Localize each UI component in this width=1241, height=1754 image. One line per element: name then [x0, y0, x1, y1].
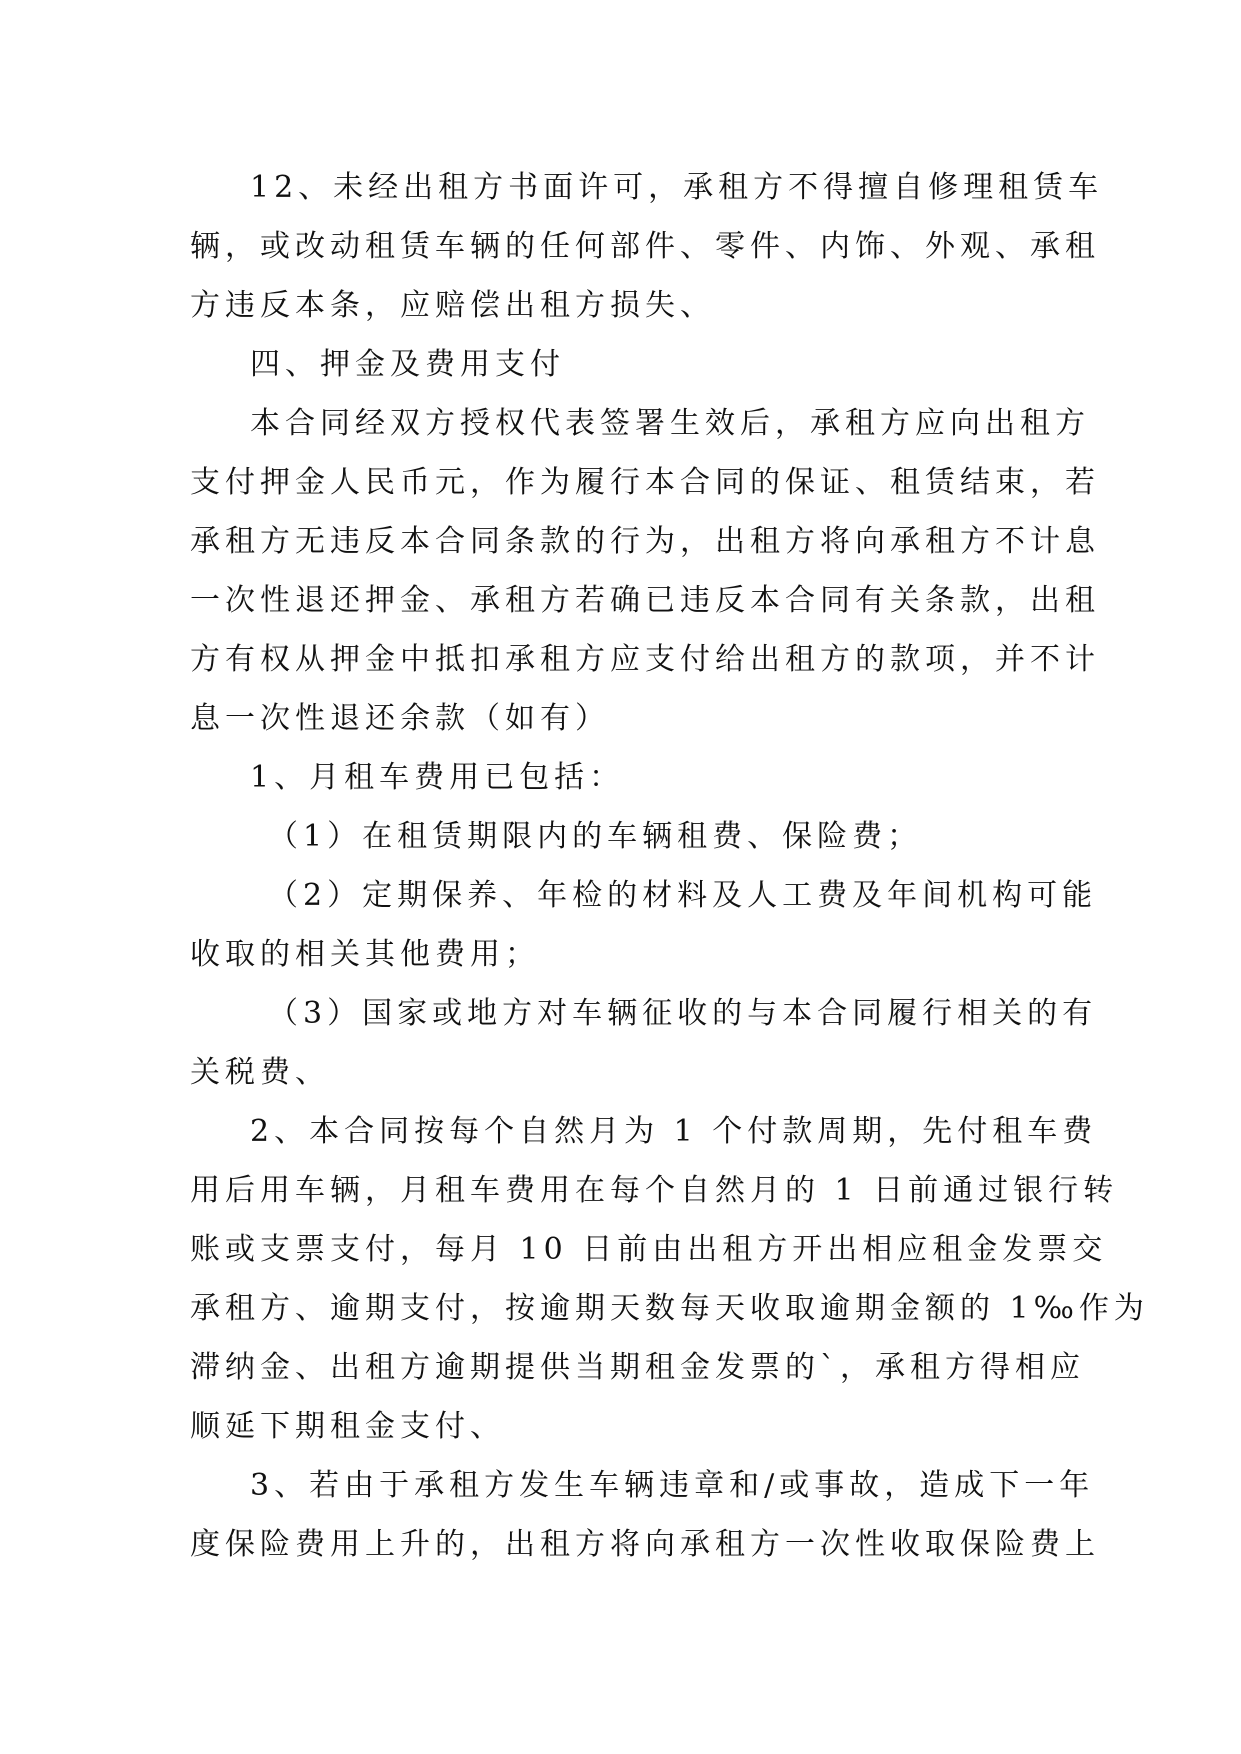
text-line: 12、未经出租方书面许可，承租方不得擅自修理租赁车: [250, 170, 1104, 205]
text-line: 度保险费用上升的，出租方将向承租方一次性收取保险费上: [190, 1527, 1100, 1562]
text-line: 3、若由于承租方发生车辆违章和/或事故，造成下一年: [250, 1468, 1095, 1503]
text-line: 辆，或改动租赁车辆的任何部件、零件、内饰、外观、承租: [190, 229, 1100, 264]
text-line: 关税费、: [190, 1055, 330, 1090]
text-line: （2）定期保养、年检的材料及人工费及年间机构可能: [268, 878, 1098, 913]
text-line: 滞纳金、出租方逾期提供当期租金发票的`，承租方得相应: [190, 1350, 1085, 1385]
text-line: 用后用车辆，月租车费用在每个自然月的 1 日前通过银行转: [190, 1173, 1119, 1208]
text-line: 1、月租车费用已包括：: [250, 760, 625, 795]
text-line: 2、本合同按每个自然月为 1 个付款周期，先付租车费: [250, 1114, 1098, 1149]
text-line: （3）国家或地方对车辆征收的与本合同履行相关的有: [268, 996, 1098, 1031]
text-line: 顺延下期租金支付、: [190, 1409, 505, 1444]
text-line: 一次性退还押金、承租方若确已违反本合同有关条款，出租: [190, 583, 1100, 618]
text-line: 承租方、逾期支付，按逾期天数每天收取逾期金额的 1‰作为: [190, 1291, 1149, 1326]
text-line: 收取的相关其他费用；: [190, 937, 540, 972]
text-line: 本合同经双方授权代表签署生效后，承租方应向出租方: [250, 406, 1090, 441]
text-line: 支付押金人民币元，作为履行本合同的保证、租赁结束，若: [190, 465, 1100, 500]
text-line: 账或支票支付，每月 10 日前由出租方开出相应租金发票交: [190, 1232, 1108, 1267]
text-line: 方违反本条，应赔偿出租方损失、: [190, 288, 715, 323]
text-line: 息一次性退还余款（如有）: [190, 701, 610, 736]
text-line: 方有权从押金中抵扣承租方应支付给出租方的款项，并不计: [190, 642, 1100, 677]
text-line: 承租方无违反本合同条款的行为，出租方将向承租方不计息: [190, 524, 1100, 559]
section-heading: 四、押金及费用支付: [250, 347, 565, 382]
document-body: [190, 158, 1149, 1574]
text-line: （1）在租赁期限内的车辆租费、保险费；: [268, 819, 923, 854]
